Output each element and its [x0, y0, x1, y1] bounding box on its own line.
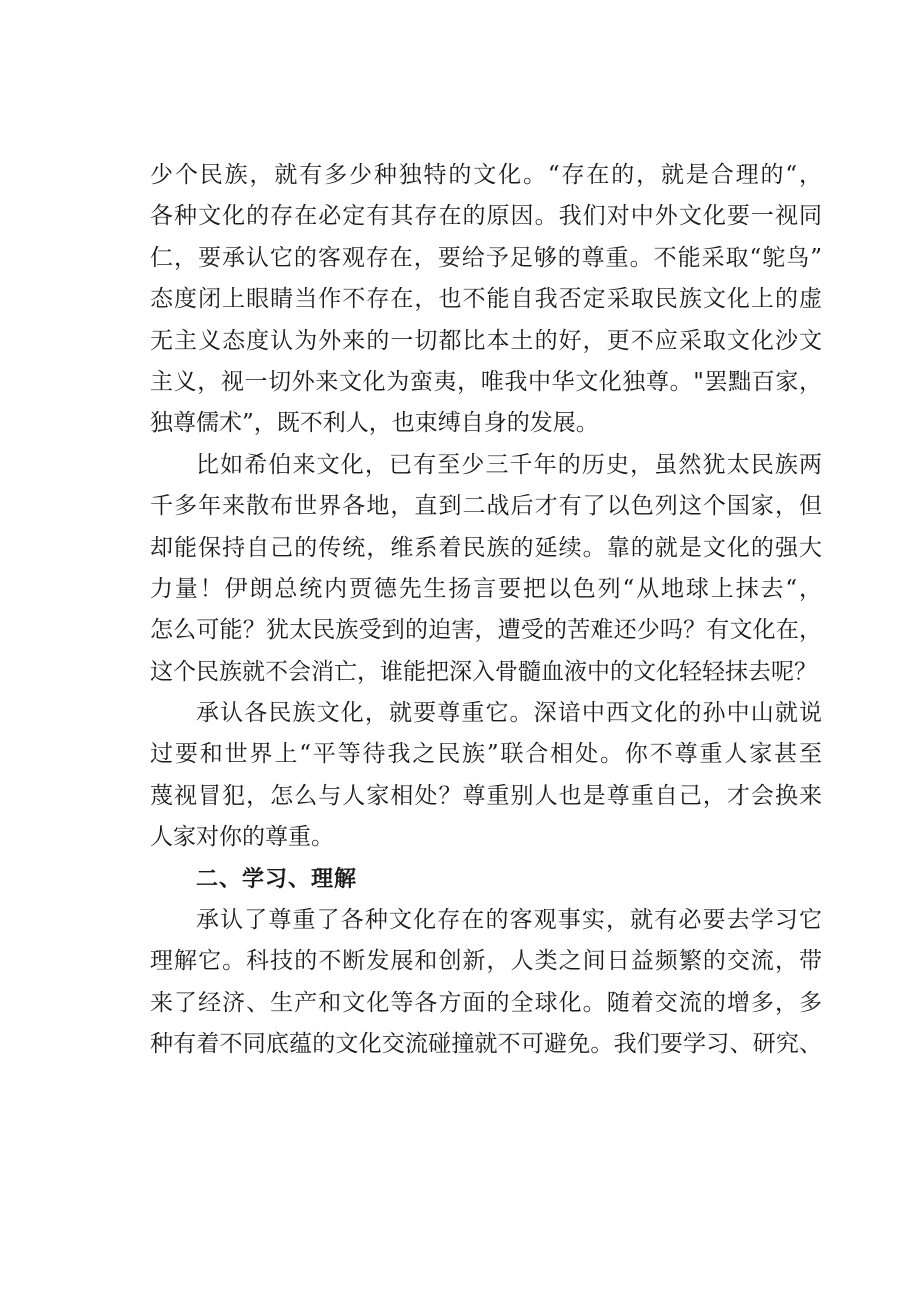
text-line: 态度闭上眼睛当作不存在，也不能自我否定采取民族文化上的虚 — [150, 286, 822, 313]
text-line: 主义，视一切外来文化为蛮夷，唯我中华文化独尊。"罢黜百家， — [150, 368, 822, 395]
paragraph-3 — [150, 693, 822, 859]
text-line: 过要和世界上“平等待我之民族”联合相处。你不尊重人家甚至 — [150, 741, 822, 768]
text-line: 来了经济、生产和文化等各方面的全球化。随着交流的增多，多 — [150, 989, 822, 1016]
text-line: 力量！伊朗总统内贾德先生扬言要把以色列“从地球上抹去“， — [150, 575, 822, 602]
text-line: 比如希伯来文化，已有至少三千年的历史，虽然犹太民族两 — [196, 451, 822, 478]
text-line: 怎么可能？犹太民族受到的迫害，遭受的苦难还少吗？有文化在， — [150, 617, 822, 644]
text-line: 种有着不同底蕴的文化交流碰撞就不可避免。我们要学习、研究、 — [150, 1031, 822, 1058]
text-line: 这个民族就不会消亡，谁能把深入骨髓血液中的文化轻轻抹去呢？ — [150, 658, 817, 685]
paragraph-4 — [150, 900, 822, 1066]
text-line: 承认了尊重了各种文化存在的客观事实，就有必要去学习它 — [196, 907, 822, 934]
text-line: 理解它。科技的不断发展和创新，人类之间日益频繁的交流，带 — [150, 948, 822, 975]
text-line: 却能保持自己的传统，维系着民族的延续。靠的就是文化的强大 — [150, 534, 822, 561]
text-line: 仁，要承认它的客观存在，要给予足够的尊重。不能采取“鸵鸟” — [150, 244, 822, 271]
text-line: 独尊儒术”，既不利人，也束缚自身的发展。 — [150, 410, 599, 437]
paragraph-2 — [150, 445, 822, 693]
text-line: 各种文化的存在必定有其存在的原因。我们对中外文化要一视同 — [150, 203, 822, 230]
document-page — [150, 155, 822, 1066]
text-line: 无主义态度认为外来的一切都比本土的好，更不应采取文化沙文 — [150, 327, 822, 354]
text-line: 蔑视冒犯，怎么与人家相处？尊重别人也是尊重自己，才会换来 — [150, 782, 822, 809]
text-line: 千多年来散布世界各地，直到二战后才有了以色列这个国家，但 — [150, 493, 822, 520]
text-line: 少个民族，就有多少种独特的文化。“存在的，就是合理的“， — [150, 162, 822, 188]
paragraph-1 — [150, 155, 822, 445]
text-line: 人家对你的尊重。 — [150, 824, 334, 851]
section-heading: 二、学习、理解 — [196, 866, 358, 892]
text-line: 承认各民族文化，就要尊重它。深谙中西文化的孙中山就说 — [196, 700, 822, 727]
